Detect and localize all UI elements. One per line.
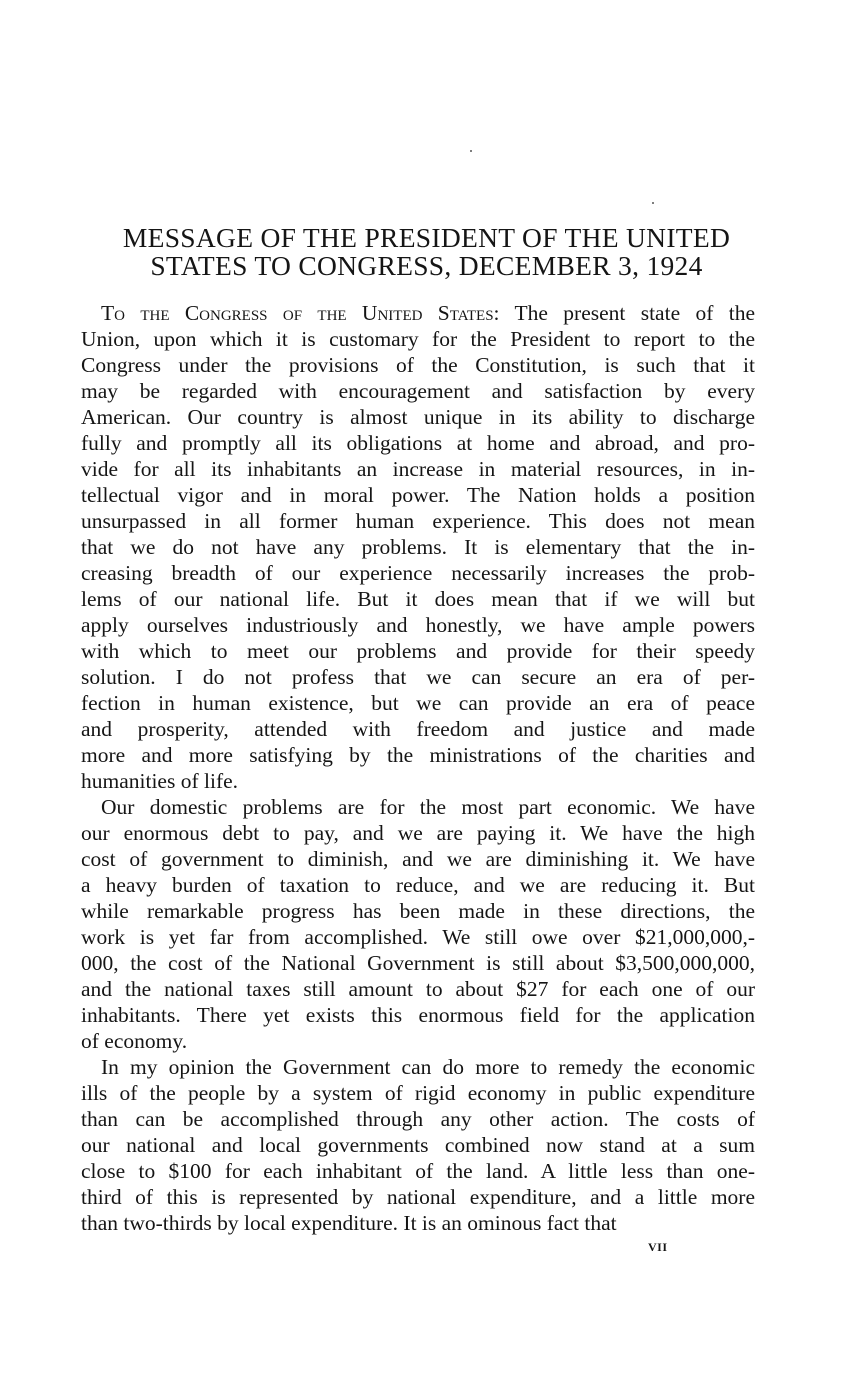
line-text: vide for all its inhabitants an increase in material resources, in in-: [81, 457, 755, 481]
line-text: The present state of the: [499, 301, 756, 325]
text-line: [81, 898, 755, 924]
text-line: [81, 300, 755, 326]
document-body: [81, 300, 755, 1236]
line-text: may be regarded with encouragement and satisfaction by every: [81, 379, 755, 403]
line-text: creasing breadth of our experience necessarily increases the prob-: [81, 561, 755, 585]
line-text: with which to meet our problems and provide for their speedy: [81, 639, 755, 663]
text-line: [81, 846, 755, 872]
title-line: STATES TO CONGRESS, DECEMBER 3, 1924: [150, 250, 703, 281]
text-line: [81, 924, 755, 950]
line-text: more and more satisfying by the ministrations of the charities and: [81, 743, 755, 767]
line-text: tellectual vigor and in moral power. The Nation holds a position: [81, 483, 755, 507]
text-line: [81, 482, 755, 508]
text-line: [81, 820, 755, 846]
line-text: work is yet far from accomplished. We still owe over $21,000,000,-: [81, 925, 755, 949]
text-line: [81, 430, 755, 456]
text-line: [81, 690, 755, 716]
line-text: apply ourselves industriously and honestly, we have ample powers: [81, 613, 755, 637]
text-line: [81, 794, 755, 820]
scan-speck: [652, 202, 654, 204]
line-text: of economy.: [81, 1029, 188, 1053]
line-text: that we do not have any problems. It is elementary that the in-: [81, 535, 755, 559]
text-line: [81, 378, 755, 404]
paragraph: [81, 1054, 755, 1236]
text-line: [81, 872, 755, 898]
line-text: inhabitants. There yet exists this enormous field for the application: [81, 1003, 755, 1027]
text-line: [81, 560, 755, 586]
line-text: 000, the cost of the National Government is still about $3,500,000,000,: [81, 951, 755, 975]
line-text: Congress under the provisions of the Constitution, is such that it: [81, 353, 755, 377]
line-text: fully and promptly all its obligations at home and abroad, and pro-: [81, 431, 755, 455]
line-text: Our domestic problems are for the most part economic. We have: [101, 795, 755, 819]
text-line: [81, 352, 755, 378]
text-line: [81, 508, 755, 534]
line-text: while remarkable progress has been made in these directions, the: [81, 899, 755, 923]
salutation: To the Congress of the United States:: [101, 301, 500, 325]
line-text: a heavy burden of taxation to reduce, and we are reducing it. But: [81, 873, 755, 897]
line-text: lems of our national life. But it does mean that if we will but: [81, 587, 755, 611]
paragraph: [81, 794, 755, 1054]
line-text: and prosperity, attended with freedom and justice and made: [81, 717, 755, 741]
text-line: [81, 638, 755, 664]
text-line: [81, 612, 755, 638]
text-line: [81, 1132, 755, 1158]
text-line: [81, 1158, 755, 1184]
text-line: [81, 1106, 755, 1132]
text-line: [81, 664, 755, 690]
line-text: fection in human existence, but we can provide an era of peace: [81, 691, 755, 715]
line-text: ills of the people by a system of rigid economy in public expenditure: [81, 1081, 755, 1105]
page-number: VII: [648, 1240, 668, 1254]
text-line: [81, 976, 755, 1002]
line-text: than can be accomplished through any other action. The costs of: [81, 1107, 755, 1131]
line-text: In my opinion the Government can do more to remedy the economic: [101, 1055, 755, 1079]
text-line: [81, 1080, 755, 1106]
text-line: [81, 742, 755, 768]
page-title: [60, 224, 793, 280]
line-text: third of this is represented by national expenditure, and a little more: [81, 1185, 755, 1209]
text-line: [81, 326, 755, 352]
text-line: [81, 456, 755, 482]
text-line: [81, 1028, 755, 1054]
line-text: than two-thirds by local expenditure. It is an ominous fact that: [81, 1211, 617, 1235]
text-line: [81, 1002, 755, 1028]
text-line: [81, 586, 755, 612]
line-text: close to $100 for each inhabitant of the land. A little less than one-: [81, 1159, 755, 1183]
paragraph: [81, 300, 755, 794]
title-line: MESSAGE OF THE PRESIDENT OF THE UNITED: [122, 222, 731, 253]
line-text: Union, upon which it is customary for the President to report to the: [81, 327, 755, 351]
text-line: [81, 950, 755, 976]
line-text: unsurpassed in all former human experience. This does not mean: [81, 509, 755, 533]
text-line: [81, 534, 755, 560]
line-text: American. Our country is almost unique in its ability to discharge: [81, 405, 755, 429]
line-text: solution. I do not profess that we can secure an era of per-: [81, 665, 755, 689]
line-text: humanities of life.: [81, 769, 239, 793]
text-line: [81, 404, 755, 430]
line-text: our enormous debt to pay, and we are paying it. We have the high: [81, 821, 755, 845]
text-line: [81, 1184, 755, 1210]
line-text: and the national taxes still amount to about $27 for each one of our: [81, 977, 755, 1001]
text-line: [81, 1054, 755, 1080]
line-text: our national and local governments combined now stand at a sum: [81, 1133, 755, 1157]
text-line: [81, 768, 755, 794]
text-line: [81, 1210, 755, 1236]
scan-speck: [470, 150, 472, 152]
text-line: [81, 716, 755, 742]
line-text: cost of government to diminish, and we are diminishing it. We have: [81, 847, 755, 871]
